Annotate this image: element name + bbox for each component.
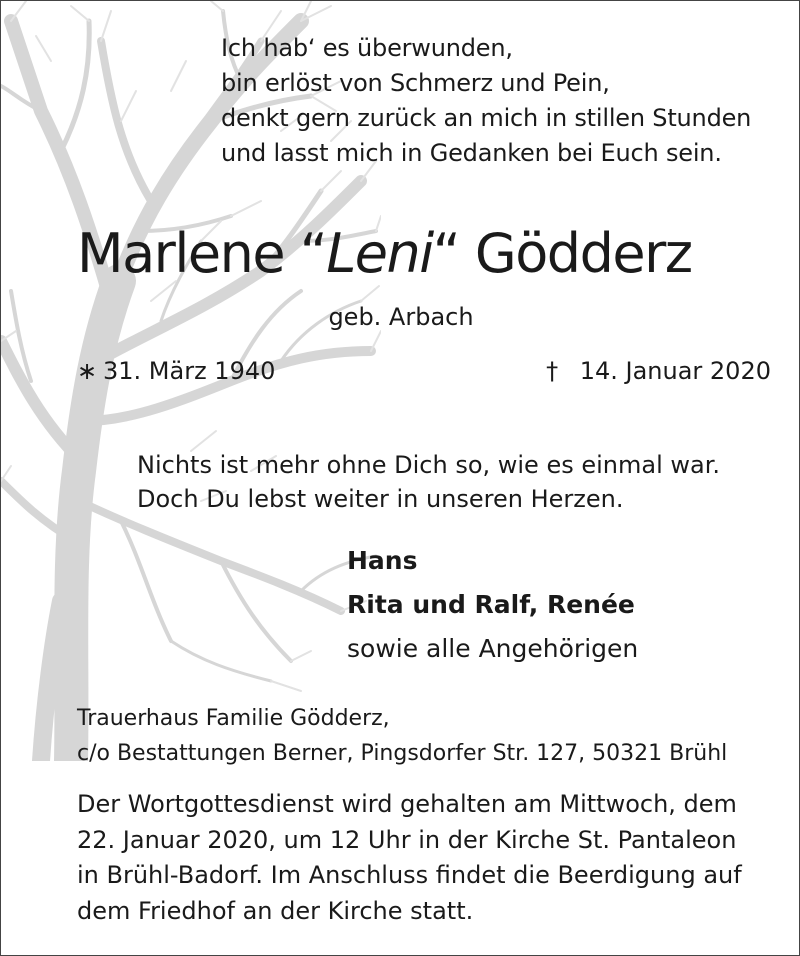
address-line: Trauerhaus Familie Gödderz,	[77, 706, 390, 731]
funeral-service-info	[77, 787, 742, 929]
birth-date: 31. März 1940	[103, 357, 276, 385]
address-line: c/o Bestattungen Berner, Pingsdorfer Str. 127, 50321 Brühl	[77, 741, 728, 766]
nickname: Leni	[326, 222, 433, 285]
mourner-name: Hans	[347, 546, 418, 575]
mourner-relatives: sowie alle Angehörigen	[347, 634, 639, 663]
service-line: in Brühl-Badorf. Im Anschluss findet die Beerdigung auf	[77, 861, 742, 889]
memorial-quote	[137, 448, 720, 516]
nickname-open-quote: “	[299, 222, 327, 285]
quote-line: Doch Du lebst weiter in unseren Herzen.	[137, 485, 624, 513]
service-line: 22. Januar 2020, um 12 Uhr in der Kirche St. Pantaleon	[77, 825, 737, 854]
birth-date-line	[77, 355, 275, 387]
surname: Gödderz	[474, 222, 692, 285]
nickname-close-quote: “	[432, 222, 460, 285]
poem-line: bin erlöst von Schmerz und Pein,	[221, 69, 610, 97]
memorial-poem	[221, 31, 751, 171]
service-line: Der Wortgottesdienst wird gehalten am Mittwoch, dem	[77, 790, 737, 818]
asterisk-icon: ∗	[77, 357, 98, 385]
poem-line: denkt gern zurück an mich in stillen Stunden	[221, 104, 752, 132]
mourning-address	[77, 701, 727, 771]
first-name: Marlene	[77, 222, 285, 285]
maiden-name: geb. Arbach	[328, 303, 474, 331]
mourner-name: Rita und Ralf, Renée	[347, 590, 635, 619]
poem-line: und lasst mich in Gedanken bei Euch sein.	[221, 139, 722, 167]
cross-icon: †	[546, 357, 559, 385]
mourners-list	[347, 539, 638, 671]
service-line: dem Friedhof an der Kirche statt.	[77, 896, 474, 925]
death-date-line	[546, 355, 771, 387]
deceased-name	[77, 219, 777, 289]
death-date: 14. Januar 2020	[579, 357, 771, 385]
poem-line: Ich hab‘ es überwunden,	[221, 34, 513, 62]
quote-line: Nichts ist mehr ohne Dich so, wie es einmal war.	[137, 451, 721, 479]
